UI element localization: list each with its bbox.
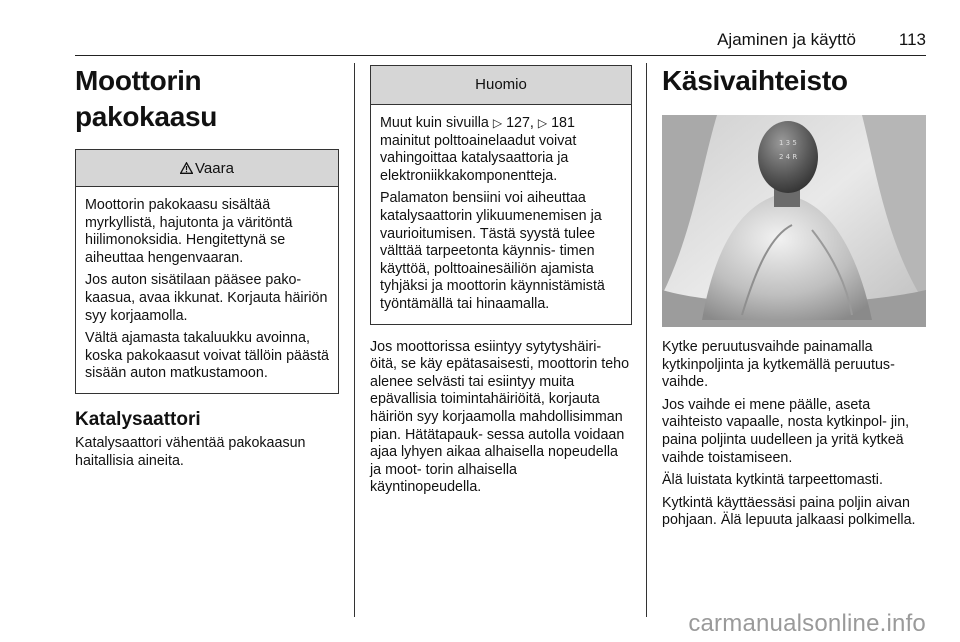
- column-divider-2: [646, 63, 647, 617]
- header-rule: [75, 55, 926, 56]
- page-header: [75, 28, 926, 52]
- column-right: [662, 63, 926, 535]
- manual-transmission-heading: Käsivaihteisto: [662, 65, 848, 96]
- exhaust-heading: Moottorin pakokaasu: [75, 65, 218, 132]
- manual-paragraph-4: Kytkintä käyttäessäsi paina poljin aivan pohjaan. Älä lepuuta jalkaasi polkimella.: [662, 494, 916, 529]
- svg-text:2 4 R: 2 4 R: [779, 153, 798, 161]
- notice-paragraph-2: Palamaton bensiini voi aiheuttaa katalysaattorin ylikuumenemisen ja vaurioitumisen. Tästä syystä tulee välttää tarpeetonta käynnis- timen käyttöä, polttoainesäiliön ajamista tyhjäksi ja moottorin käynnistämistä työntämällä tai hinaamalla.: [380, 190, 605, 312]
- notice-text-start: Muut kuin sivuilla: [380, 115, 493, 131]
- page-number: 113: [898, 30, 926, 49]
- column-middle: [370, 65, 632, 502]
- watermark-text: carmanualsonline.info: [688, 610, 926, 637]
- column-left: [75, 63, 339, 475]
- warning-box-header: [76, 150, 338, 187]
- warning-title: Vaara: [195, 160, 234, 177]
- page-reference-arrow-icon: ▷: [492, 116, 503, 130]
- catalyst-text: Katalysaattori vähentää pakokaasun haitallisia aineita.: [75, 434, 306, 469]
- misfire-paragraph: Jos moottorissa esiintyy sytytyshäiri- öitä, se käy epätasaisesti, moottorin teho alenee selvästi tai esiintyy muita epävallisia toimintahäiriöitä, korjauta häiriön syy korjaamolla mahdollisimman pian. Hätätapauk- sessa autolla voidaan ajaa lyhyen aikaa alhaisella nopeudella ja moot- torin alhaisella käyntinopeudella.: [370, 338, 630, 496]
- svg-text:1 3 5: 1 3 5: [779, 139, 797, 147]
- manual-text: [662, 339, 926, 530]
- notice-box-header: Huomio: [371, 66, 631, 105]
- page-reference-2[interactable]: 181: [551, 115, 575, 131]
- notice-box: [370, 65, 632, 325]
- manual-paragraph-2: Jos vaihde ei mene päälle, aseta vaihteisto vapaalle, nosta kytkinpol- jin, paina poljinta uudelleen ja yritä kytkeä vaihde toistamiseen.: [662, 396, 910, 466]
- notice-box-body: [371, 105, 631, 324]
- catalyst-heading: Katalysaattori: [75, 408, 201, 430]
- warning-paragraph-1: Moottorin pakokaasu sisältää myrkyllistä, hajutonta ja väritöntä hiilimonoksidia. Hengitettynä se aiheuttaa hengenvaaran.: [85, 197, 293, 266]
- running-title: Ajaminen ja käyttö: [717, 30, 856, 49]
- manual-paragraph-3: Älä luistata kytkintä tarpeettomasti.: [662, 472, 883, 489]
- column-divider-1: [354, 63, 355, 617]
- warning-box-body: [76, 187, 338, 393]
- notice-paragraph-1: [380, 115, 622, 185]
- manual-paragraph-1: Kytke peruutusvaihde painamalla kytkinpoljinta ja kytkemällä peruutus- vaihde.: [662, 339, 895, 391]
- warning-triangle-icon: [180, 150, 193, 186]
- warning-box: [75, 149, 339, 394]
- warning-paragraph-3: Vältä ajamasta takaluukku avoinna, koska pakokaasut voivat tällöin päästä sisään auton matkustamoon.: [85, 330, 329, 382]
- gear-shift-photo: [662, 115, 926, 327]
- page-reference-1[interactable]: 127: [506, 115, 530, 131]
- reference-separator: ,: [529, 115, 538, 131]
- page-reference-arrow-icon: ▷: [537, 116, 548, 130]
- warning-paragraph-2: Jos auton sisätilaan pääsee pako- kaasua, avaa ikkunat. Korjauta häiriön syy korjaamolla.: [85, 272, 328, 324]
- notice-text-end: mainitut polttoainelaadut voivat vahingoittaa katalysaattoria ja elektroniikkakomponentteja.: [380, 132, 577, 184]
